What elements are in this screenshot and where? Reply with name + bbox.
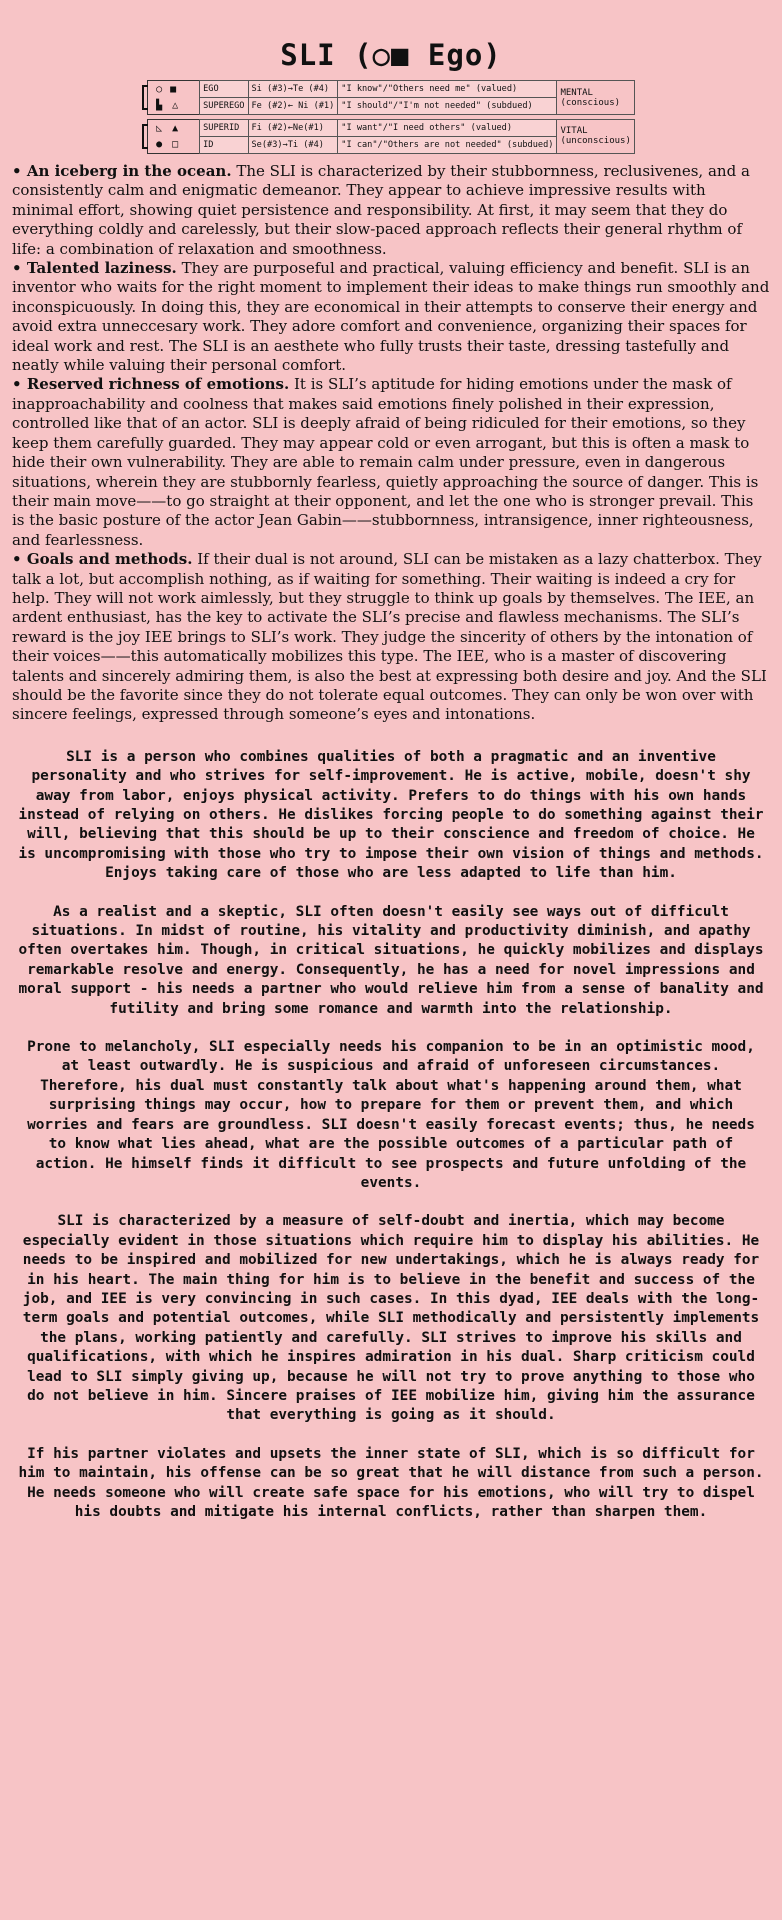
row-name: SUPERID <box>200 119 248 136</box>
table-row <box>200 81 635 98</box>
bullet-sections <box>12 162 770 725</box>
section-paragraph <box>12 162 770 259</box>
row-name: ID <box>200 136 248 153</box>
section-heading: • An iceberg in the ocean. <box>12 162 232 180</box>
row-functions: Fi (#2)←Ne(#1) <box>248 119 338 136</box>
section-paragraph <box>12 259 770 375</box>
section-text: They are purposeful and practical, valuing efficiency and benefit. SLI is an inventor who waits for the right moment to implement their ideas to make things run smoothly and inconspicuously. In doing this, they are economical in their attempts to conserve their energy and avoid extra unneccesary work. They adore comfort and convenience, organizing their spaces for ideal work and rest. The SLI is an aesthete who fully trusts their taste, dressing tastefully and neatly while valuing their personal comfort. <box>12 259 770 375</box>
block-label-vital: VITAL (unconscious) <box>557 119 634 153</box>
model-a-diagram <box>12 80 770 154</box>
block-label-mental: MENTAL (conscious) <box>557 81 634 115</box>
circle-outline-icon: ○ <box>156 84 163 95</box>
corner-outline-icon: ◺ <box>156 123 163 134</box>
section-paragraph <box>12 550 770 725</box>
description-paragraph: If his partner violates and upsets the inner state of SLI, which is so difficult for him to maintain, his offense can be so great that he will distance from such a person. He needs someone who will create safe space for his emotions, who will try to dispel his doubts and mitigate his internal conflicts, rather than sharpen them. <box>18 1445 764 1520</box>
glyph-block-vital <box>147 119 199 154</box>
square-corner-icon: ▙ <box>156 100 163 111</box>
model-table <box>199 80 635 154</box>
row-functions: Se(#3)→Ti (#4) <box>248 136 338 153</box>
row-quote: "I know"/"Others need me" (valued) <box>338 81 557 98</box>
description-paragraphs <box>16 748 766 1523</box>
triangle-filled-icon: ▲ <box>172 123 179 134</box>
description-paragraph: As a realist and a skeptic, SLI often doesn't easily see ways out of difficult situations. In midst of routine, his vitality and productivity diminish, and apathy often overtakes him. Though, in critical situations, he quickly mobilizes and displays remarkable resolve and energy. Consequently, he has a need for novel impressions and moral support - his needs a partner who would relieve him from a sense of banality and futility and bring some romance and warmth into the relationship. <box>18 903 764 1017</box>
section-heading: • Goals and methods. <box>12 550 193 569</box>
description-paragraph: SLI is characterized by a measure of self-doubt and inertia, which may become especially evident in those situations which require him to display his abilities. He needs to be inspired and mobilized for new undertakings, which he is always ready for in his heart. The main thing for him is to believe in the benefit and success of the job, and IEE is very convincing in such cases. In this dyad, IEE deals with the long-term goals and potential outcomes, while SLI methodically and persistently implements the plans, working patiently and carefully. SLI strives to improve his skills and qualifications, with which he inspires admiration in his dual. Sharp criticism could lead to SLI simply giving up, because he will not try to prove anything to those who do not believe in him. Sincere praises of IEE mobilize him, giving him the assurance that everything is going as it should. <box>22 1213 760 1424</box>
description-paragraph: SLI is a person who combines qualities of both a pragmatic and an inventive personality and who strives for self-improvement. He is active, mobile, doesn't shy away from labor, enjoys physical activity. Prefers to do things with his own hands instead of relying on others. He dislikes forcing people to do something against their will, believing that this should be up to their conscience and freedom of choice. He is uncompromising with those who try to impose their own vision of things and methods. Enjoys taking care of those who are less adapted to life than him. <box>18 748 764 882</box>
description-paragraph: Prone to melancholy, SLI especially needs his companion to be in an optimistic mood, at least outwardly. He is suspicious and afraid of unforeseen circumstances. Therefore, his dual must constantly talk about what's happening around them, what surprising things may occur, how to prepare for them or prevent them, and which worries and fears are groundless. SLI doesn't easily forecast events; thus, he needs to know what lies ahead, what are the possible outcomes of a particular path of action. He himself finds it difficult to see prospects and future unfolding of the events. <box>27 1039 755 1191</box>
row-functions: Si (#3)→Te (#4) <box>248 81 338 98</box>
square-filled-icon: ■ <box>170 84 177 95</box>
row-name: SUPEREGO <box>200 98 248 115</box>
circle-filled-icon: ● <box>156 139 163 150</box>
square-outline-icon: □ <box>172 139 179 150</box>
arrow-rail-icon <box>142 85 148 110</box>
section-paragraph <box>12 375 770 550</box>
triangle-outline-icon: △ <box>172 100 179 111</box>
row-quote: "I can"/"Others are not needed" (subdued) <box>338 136 557 153</box>
section-heading: • Reserved richness of emotions. <box>12 375 290 394</box>
row-functions: Fe (#2)← Ni (#1) <box>248 98 338 115</box>
page-title <box>12 0 770 74</box>
arrow-rail-icon <box>142 124 148 149</box>
row-quote: "I should"/"I'm not needed" (subdued) <box>338 98 557 115</box>
table-row <box>200 119 635 136</box>
section-heading: • Talented laziness. <box>12 259 177 278</box>
section-text: The SLI is characterized by their stubbornness, reclusivenes, and a consistently calm and enigmatic demeanor. They appear to achieve impressive results with minimal effort, showing quiet persistence and responsibility. At first, it may seem that they do everything coldly and carelessly, but their slow-paced approach reflects their general rhythm of life: a combination of relaxation and smoothness. <box>12 162 750 258</box>
row-name: EGO <box>200 81 248 98</box>
section-text: It is SLI’s aptitude for hiding emotions under the mask of inapproachability and coolness that makes said emotions finely polished in their expression, controlled like that of an actor. SLI is deeply afraid of being ridiculed for their emotions, so they keep them carefully guarded. They may appear cold or even arrogant, but this is often a mask to hide their own vulnerability. They are able to remain calm under pressure, even in dangerous situations, wherein they are stubbornly fearless, quietly approaching the source of danger. This is their main move——to go straight at their opponent, and let the one who is stronger prevail. This is the basic posture of the actor Jean Gabin——stubbornness, intransigence, inner righteousness, and fearlessness. <box>12 375 759 549</box>
section-text: If their dual is not around, SLI can be mistaken as a lazy chatterbox. They talk a lot, but accomplish nothing, as if waiting for something. Their waiting is indeed a cry for help. They will not work aimlessly, but they struggle to think up goals by themselves. The IEE, an ardent enthusiast, has the key to activate the SLI’s precise and flawless mechanisms. The SLI’s reward is the joy IEE brings to SLI’s work. They judge the sincerity of others by the intonation of their voices——this automatically mobilizes this type. The IEE, who is a master of discovering talents and sincerely admiring them, is also the best at expressing both desire and joy. And the SLI should be the favorite since they do not tolerate equal outcomes. They can only be won over with sincere feelings, expressed through someone’s eyes and intonations. <box>12 550 767 724</box>
function-glyphs <box>147 80 199 154</box>
row-quote: "I want"/"I need others" (valued) <box>338 119 557 136</box>
glyph-block-mental <box>147 80 199 115</box>
page-title-text: SLI (○■ Ego) <box>280 38 502 72</box>
